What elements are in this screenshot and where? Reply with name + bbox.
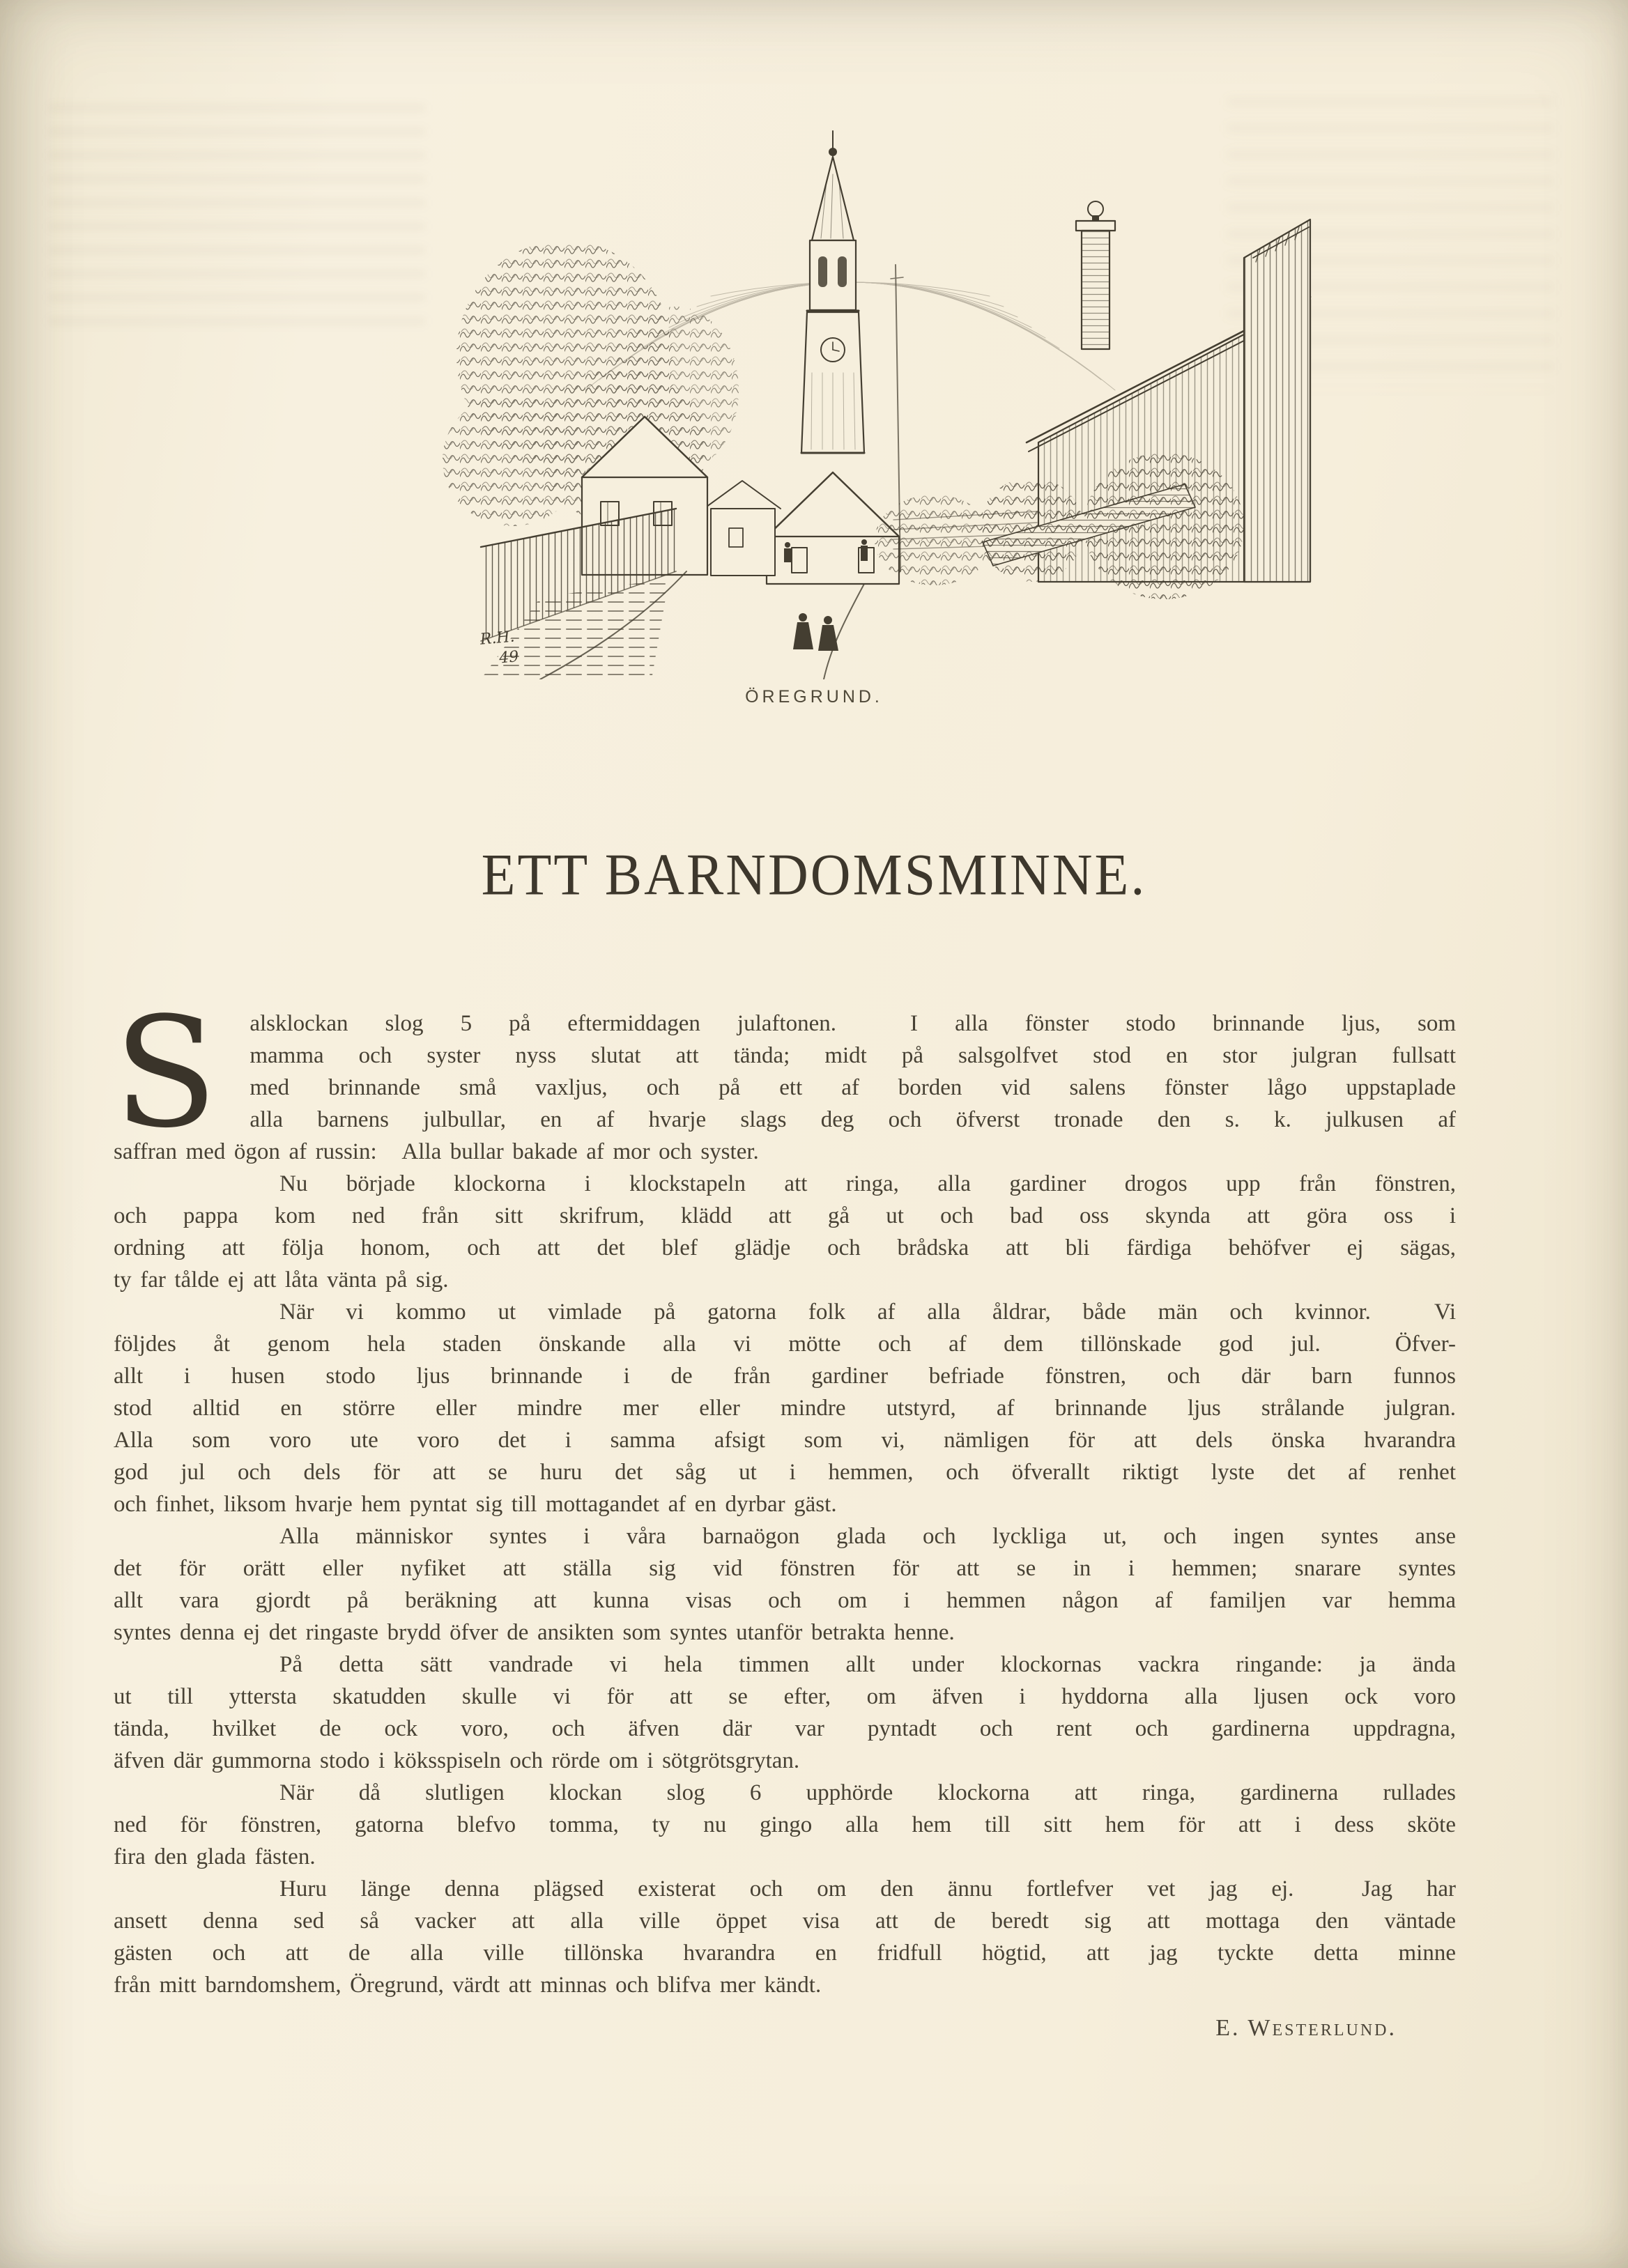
drop-cap: S <box>114 985 218 1162</box>
text-line: från mitt barndomshem, Öregrund, värdt att minnas och blifva mer kändt. <box>114 1973 822 1998</box>
paragraph <box>114 985 1456 1168</box>
text-line: gästen och att de alla ville tillönska hvarandra en fridfull högtid, att jag tyckte detta minne <box>114 1941 1456 1966</box>
oregrund-street-sketch <box>376 91 1324 679</box>
artist-monogram-year: 49 <box>498 648 520 668</box>
text-line: När vi kommo ut vimlade på gatorna folk af alla åldrar, både män och kvinnor. Vi <box>279 1299 1456 1325</box>
text-line: det för orätt eller nyfiket att ställa sig vid fönstren för att se in i hemmen; snarare syntes <box>114 1556 1456 1581</box>
text-line: syntes denna ej det ringaste brydd öfver de ansikten som syntes utanför betrakta henne. <box>114 1620 955 1645</box>
text-line: med brinnande små vaxljus, och på ett af borden vid salens fönster lågo uppstaplade <box>249 1075 1456 1100</box>
text-line: god jul och dels för att se huru det såg ut i hemmen, och öfverallt riktigt lyste det af renhet <box>114 1460 1456 1485</box>
text-line: På detta sätt vandrade vi hela timmen allt under klockornas vackra ringande: ja ända <box>279 1652 1456 1677</box>
text-line: alsklockan slog 5 på eftermiddagen julaftonen. I alla fönster stodo brinnande ljus, som <box>249 1011 1456 1036</box>
artist-monogram: R.H. <box>479 628 516 649</box>
text-line: stod alltid en större eller mindre mer eller mindre utstyrd, af brinnande ljus strålande julgran. <box>114 1396 1456 1421</box>
text-line: och pappa kom ned från sitt skrifrum, klädd att gå ut och bad oss skynda att göra oss i <box>114 1203 1456 1228</box>
paragraph <box>114 1649 1456 1777</box>
text-line: och finhet, liksom hvarje hem pyntat sig till mottagandet af en dyrbar gäst. <box>114 1492 837 1517</box>
text-line: allt vara gjordt på beräkning att kunna visas och om i hemmen någon af familjen var hemma <box>114 1588 1456 1613</box>
text-line: alla barnens julbullar, en af hvarje slags deg och öfverst tronade den s. k. julkusen af <box>249 1107 1456 1132</box>
paragraph <box>114 1168 1456 1296</box>
text-line: ty far tålde ej att låta vänta på sig. <box>114 1267 449 1293</box>
text-line: tända, hvilket de ock voro, och äfven där var pyntadt och rent och gardinerna uppdragna, <box>114 1716 1456 1741</box>
text-line: mamma och syster nyss slutat att tända; midt på salsgolfvet stod en stor julgran fullsatt <box>249 1043 1456 1068</box>
paragraph <box>114 1873 1456 2001</box>
chimney <box>1076 201 1115 349</box>
paragraph <box>114 1296 1456 1520</box>
text-line: Nu började klockorna i klockstapeln att ringa, alla gardiner drogos upp från fönstren, <box>279 1171 1456 1196</box>
paragraph <box>114 1777 1456 1873</box>
bleedthrough-smudge-left <box>49 105 425 334</box>
illustration-caption: ÖREGRUND. <box>745 687 883 707</box>
church-tower <box>801 131 864 453</box>
text-line: äfven där gummorna stodo i köksspiseln och rörde om i sötgrötsgrytan. <box>114 1748 800 1773</box>
text-line: ansett denna sed så vacker att alla ville öppet visa att de beredt sig att mottaga den väntade <box>114 1908 1456 1934</box>
right-edge-house <box>1244 219 1310 582</box>
text-line: ned för fönstren, gatorna blefvo tomma, ty nu gingo alla hem till sitt hem för att i dess sköte <box>114 1812 1456 1837</box>
text-line: allt i husen stodo ljus brinnande i de från gardiner befriade fönstren, och där barn funnos <box>114 1364 1456 1389</box>
text-line: Alla människor syntes i våra barnaögon glada och lyckliga ut, och ingen syntes anse <box>279 1524 1456 1549</box>
text-line: När då slutligen klockan slog 6 upphörde klockorna att ringa, gardinerna rullades <box>279 1780 1456 1805</box>
text-line: ordning att följa honom, och att det blef glädje och brådska att bli färdiga behöfver ej sägas, <box>114 1235 1456 1260</box>
article-body <box>114 985 1456 2001</box>
author-signature: E. Westerlund. <box>1215 2015 1397 2041</box>
text-line: ut till yttersta skatudden skulle vi för att se efter, om äfven i hyddorna alla ljusen ock voro <box>114 1684 1456 1709</box>
article-title: ETT BARNDOMSMINNE. <box>481 842 1147 908</box>
text-line: Alla som voro ute voro det i samma afsigt som vi, nämligen för att dels önska hvarandra <box>114 1428 1456 1453</box>
paragraph <box>114 1520 1456 1649</box>
text-line: följdes åt genom hela staden önskande alla vi mötte och af dem tillönskade god jul. Öfver- <box>114 1332 1456 1357</box>
text-line: Huru länge denna plägsed existerat och om den ännu fortlefver vet jag ej. Jag har <box>279 1876 1456 1901</box>
text-line: fira den glada fästen. <box>114 1844 316 1869</box>
text-line: saffran med ögon af russin: Alla bullar bakade af mor och syster. <box>114 1139 759 1164</box>
